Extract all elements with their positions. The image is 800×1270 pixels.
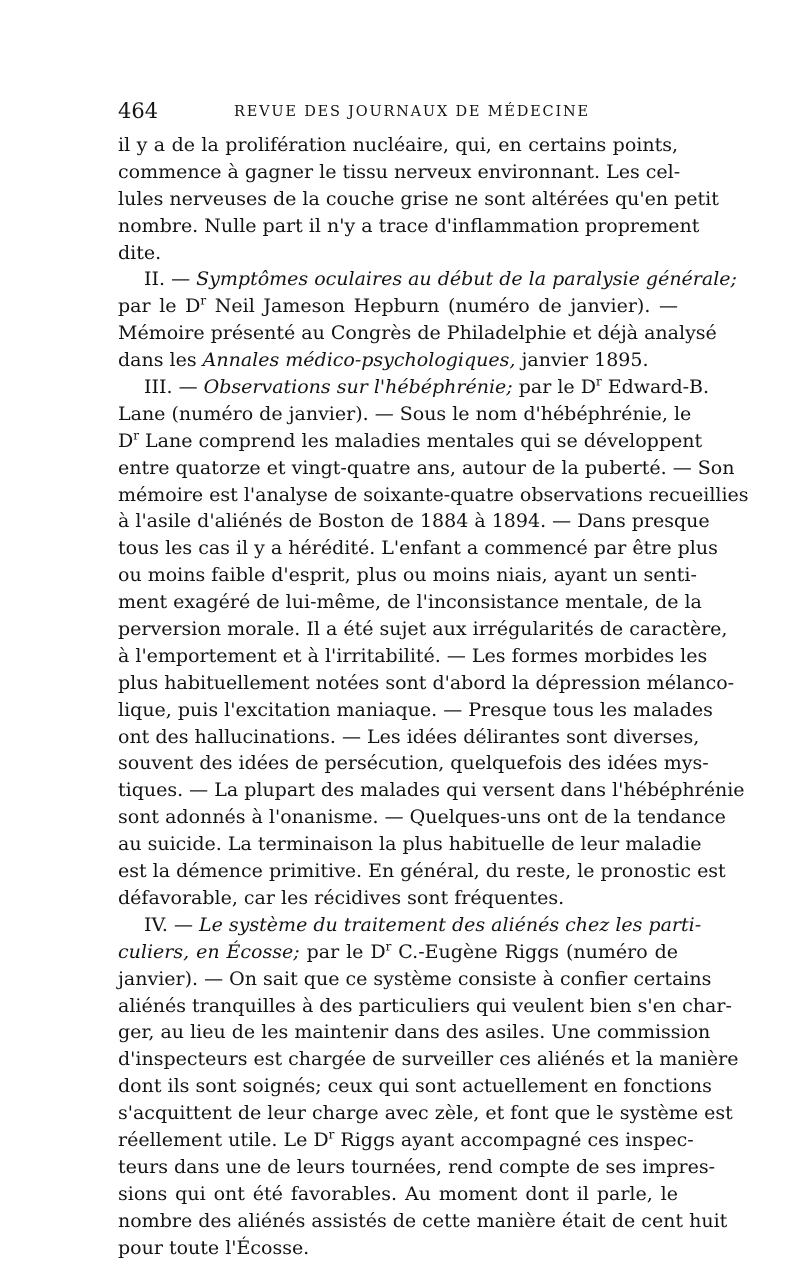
article-4-heading [118, 912, 702, 939]
text-line: dont ils sont soignés; ceux qui sont actuellement en fonctions [118, 1075, 712, 1098]
superscript: r [200, 294, 207, 309]
text-fragment: dans les [118, 349, 203, 372]
text-fragment: Riggs ayant accompagné ces inspec- [334, 1128, 694, 1151]
journal-title: REVUE DES JOURNAUX DE MÉDECINE [234, 104, 590, 120]
journal-reference: Annales médico-psychologiques, [202, 349, 516, 372]
text-line: teurs dans une de leurs tournées, rend compte de ses impres- [118, 1155, 716, 1178]
text-line: Mémoire présenté au Congrès de Philadelphie et déjà analysé [118, 322, 717, 345]
text-fragment: Neil Jameson Hepburn (numéro de janvier). — [206, 295, 678, 318]
text-line: lique, puis l'excitation maniaque. — Presque tous les malades [118, 698, 713, 721]
article-title: Le système du traitement des aliénés chez les parti- [199, 913, 702, 936]
page-number: 464 [118, 99, 159, 123]
text-line: souvent des idées de persécution, quelquefois des idées mys- [118, 752, 709, 775]
text-line: il y a de la prolifération nucléaire, qui, en certains points, [118, 134, 678, 156]
article-title: Observations sur l'hébéphrénie; [203, 376, 513, 399]
text-line: sions qui ont été favorables. Au moment dont il parle, le [118, 1182, 678, 1205]
text-line: pour toute l'Écosse. [118, 1236, 310, 1259]
text-line: plus habituellement notées sont d'abord la dépression mélanco- [118, 671, 735, 694]
text-line: s'acquittent de leur charge avec zèle, et font que le système est [118, 1102, 733, 1125]
text-line: perversion morale. Il a été sujet aux irrégularités de caractère, [118, 618, 728, 641]
text-line [118, 1127, 694, 1154]
body-text [118, 132, 749, 1261]
text-fragment: Lane comprend les maladies mentales qui se développent [138, 429, 703, 452]
text-line: ger, au lieu de les maintenir dans des asiles. Une commission [118, 1021, 711, 1044]
article-numeral: IV. — [144, 913, 193, 936]
text-line [118, 293, 678, 320]
text-line: ment exagéré de lui-même, de l'inconsistance mentale, de la [118, 591, 702, 614]
text-line [118, 347, 678, 374]
text-line: d'inspecteurs est chargée de surveiller ces aliénés et la manière [118, 1048, 739, 1071]
text-line: à l'asile d'aliénés de Boston de 1884 à 1894. — Dans presque [118, 510, 710, 533]
superscript: r [595, 374, 602, 389]
text-line: sont adonnés à l'onanisme. — Quelques-uns ont de la tendance [118, 806, 726, 829]
text-line: ont des hallucinations. — Les idées délirantes sont diverses, [118, 725, 700, 748]
text-fragment: réellement utile. Le D [118, 1128, 329, 1151]
text-line: tiques. — La plupart des malades qui versent dans l'hébéphrénie [118, 779, 745, 802]
article-title: Symptômes oculaires au début de la paralysie générale; [196, 268, 737, 291]
text-fragment: D [118, 429, 134, 452]
text-line [118, 428, 703, 455]
text-fragment: par le D [118, 295, 201, 318]
text-line: tous les cas il y a hérédité. L'enfant a commencé par être plus [118, 537, 718, 560]
text-fragment: C.-Eugène Riggs (numéro de [391, 940, 678, 963]
article-2-heading [118, 266, 737, 293]
running-head [118, 96, 678, 126]
article-numeral: II. — [144, 268, 191, 291]
text-fragment: Edward-B. [601, 376, 710, 399]
text-line: est la démence primitive. En général, du reste, le pronostic est [118, 860, 726, 883]
text-line: mémoire est l'analyse de soixante-quatre observations recueillies [118, 483, 749, 506]
text-line: Lane (numéro de janvier). — Sous le nom d'hébéphrénie, le [118, 402, 692, 425]
text-line: entre quatorze et vingt-quatre ans, autour de la puberté. — Son [118, 456, 735, 479]
article-3-heading [118, 374, 710, 401]
text-fragment: janvier 1895. [515, 349, 649, 372]
superscript: r [133, 428, 139, 443]
text-line: aliénés tranquilles à des particuliers qui veulent bien s'en char- [118, 994, 732, 1017]
text-line: janvier). — On sait que ce système consiste à confier certains [118, 967, 712, 990]
article-numeral: III. — [144, 376, 198, 399]
text-line: défavorable, car les récidives sont fréquentes. [118, 886, 565, 909]
text-line: dite. [118, 241, 162, 264]
text-fragment: par le D [299, 940, 386, 963]
text-line: commence à gagner le tissu nerveux environnant. Les cel- [118, 160, 681, 183]
superscript: r [385, 939, 392, 954]
text-line [118, 939, 678, 966]
text-line: nombre. Nulle part il n'y a trace d'inflammation proprement [118, 214, 700, 237]
text-line: au suicide. La terminaison la plus habituelle de leur maladie [118, 833, 702, 856]
text-line: nombre des aliénés assistés de cette manière était de cent huit [118, 1209, 728, 1232]
text-line: lules nerveuses de la couche grise ne sont altérées qu'en petit [118, 187, 719, 210]
text-line: à l'emportement et à l'irritabilité. — Les formes morbides les [118, 644, 708, 667]
article-title: culiers, en Écosse; [118, 940, 300, 963]
superscript: r [328, 1127, 335, 1142]
text-line: ou moins faible d'esprit, plus ou moins niais, ayant un senti- [118, 564, 697, 587]
text-fragment: par le D [512, 376, 596, 399]
